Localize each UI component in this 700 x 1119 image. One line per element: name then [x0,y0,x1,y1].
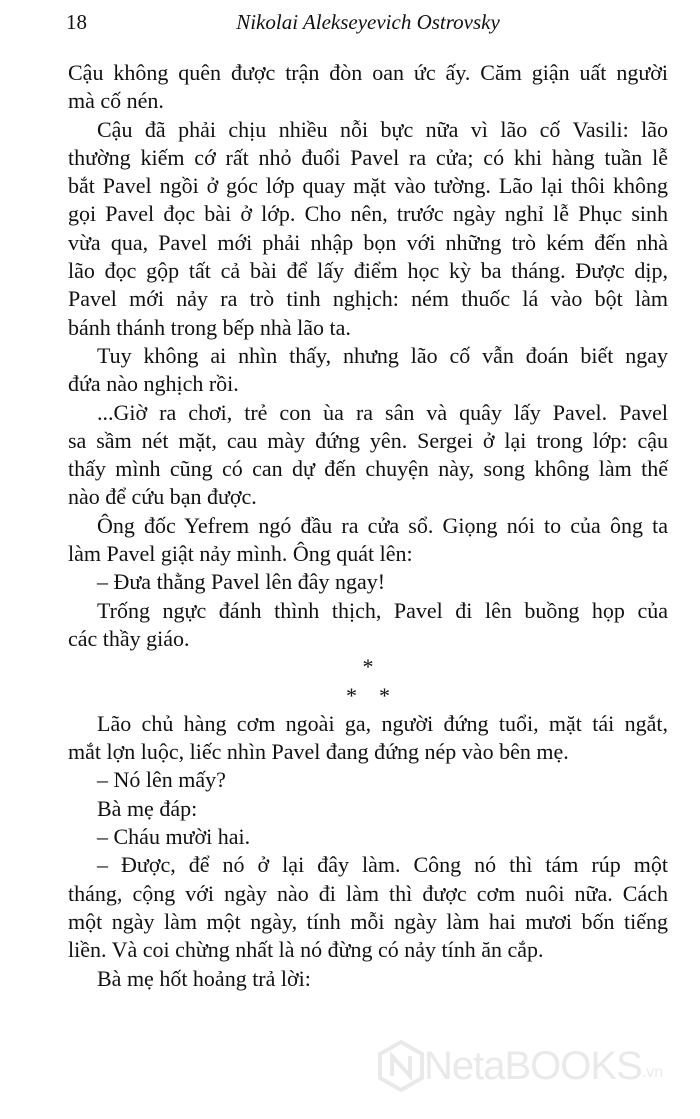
text-line: một ngày làm một ngày, tính mỗi ngày làm hai mươi bốn tiếng [68,908,668,934]
text-line: bánh thánh trong bếp nhà lão ta. [68,314,351,340]
text-line: đứa nào nghịch rồi. [68,371,239,397]
watermark [378,1040,663,1092]
paragraph [68,512,668,569]
text-line: các thầy giáo. [68,625,190,651]
separator-asterisks: * * [346,682,390,708]
text-line: Lão chủ hàng cơm ngoài ga, người đứng tuổi, mặt tái ngắt, [97,710,668,736]
paragraph [68,116,668,342]
text-line: thấy mình cũng có can dự đến chuyện này, song không làm thế [68,456,668,482]
text-line: liền. Và coi chừng nhất là nó đừng có nảy tính ăn cắp. [68,937,544,963]
paragraph [68,851,668,964]
text-line: Bà mẹ hốt hoảng trả lời: [97,965,311,991]
paragraph [68,597,668,654]
watermark-suffix: .vn [641,1064,664,1081]
text-line: vừa qua, Pavel mới phải nhập bọn với những trò kém đến nhà [68,229,668,255]
text-line: lão đọc gộp tất cả bài để lấy điểm học kỳ ba tháng. Được dịp, [68,258,668,284]
paragraph [68,965,668,993]
text-line: mà cố nén. [68,88,164,114]
text-line: Bà mẹ đáp: [97,795,198,821]
text-line: Pavel mới nảy ra trò tinh nghịch: ném thuốc lá vào bột làm [68,286,668,312]
text-line: bắt Pavel ngồi ở góc lớp quay mặt vào tường. Lão lại thôi không [68,173,668,199]
paragraph [68,342,668,399]
paragraph [68,766,668,794]
running-header [66,8,670,36]
text-line: Trống ngực đánh thình thịch, Pavel đi lên buồng họp của [97,597,668,623]
section-separator [68,653,668,710]
paragraph [68,59,668,116]
text-line: nào để cứu bạn được. [68,484,257,510]
paragraph [68,568,668,596]
text-line: ...Giờ ra chơi, trẻ con ùa ra sân và quây lấy Pavel. Pavel [97,399,668,425]
text-line: thường kiếm cớ rất nhỏ đuổi Pavel ra cửa; có khi hàng tuần lễ [68,144,668,170]
paragraph [68,710,668,767]
paragraph [68,795,668,823]
paragraph [68,823,668,851]
text-line: Cậu đã phải chịu nhiều nỗi bực nữa vì lão cố Vasili: lão [97,116,668,142]
text-line: mắt lợn luộc, liếc nhìn Pavel đang đứng nép vào bên mẹ. [68,739,569,765]
text-line: Cậu không quên được trận đòn oan ức ấy. Căm giận uất người [68,60,668,85]
paragraph [68,399,668,512]
text-line: – Cháu mười hai. [97,824,251,850]
running-title: Nikolai Alekseyevich Ostrovsky [236,10,500,34]
text-line: Tuy không ai nhìn thấy, nhưng lão cố vẫn đoán biết ngay [97,342,668,368]
text-line: – Đưa thằng Pavel lên đây ngay! [97,569,386,595]
watermark-text: NetaBOOKS [424,1043,642,1088]
page-number: 18 [66,10,87,34]
text-line: gọi Pavel đọc bài ở lớp. Cho nên, trước ngày nghỉ lễ Phục sinh [68,201,668,227]
page-body [68,59,668,993]
text-line: sa sầm nét mặt, cau mày đứng yên. Sergei ở lại trong lớp: cậu [68,427,668,453]
text-line: – Nó lên mấy? [97,767,226,793]
text-line: Ông đốc Yefrem ngó đầu ra cửa sổ. Giọng nói to của ông ta [97,512,668,538]
text-line: tháng, cộng với ngày nào đi làm thì được cơm nuôi nữa. Cách [68,880,668,906]
separator-asterisks: * [362,654,374,680]
hexagon-n-logo-icon [378,1040,424,1092]
text-line: – Được, để nó ở lại đây làm. Công nó thì tám rúp một [97,852,668,878]
text-line: làm Pavel giật nảy mình. Ông quát lên: [68,541,413,567]
